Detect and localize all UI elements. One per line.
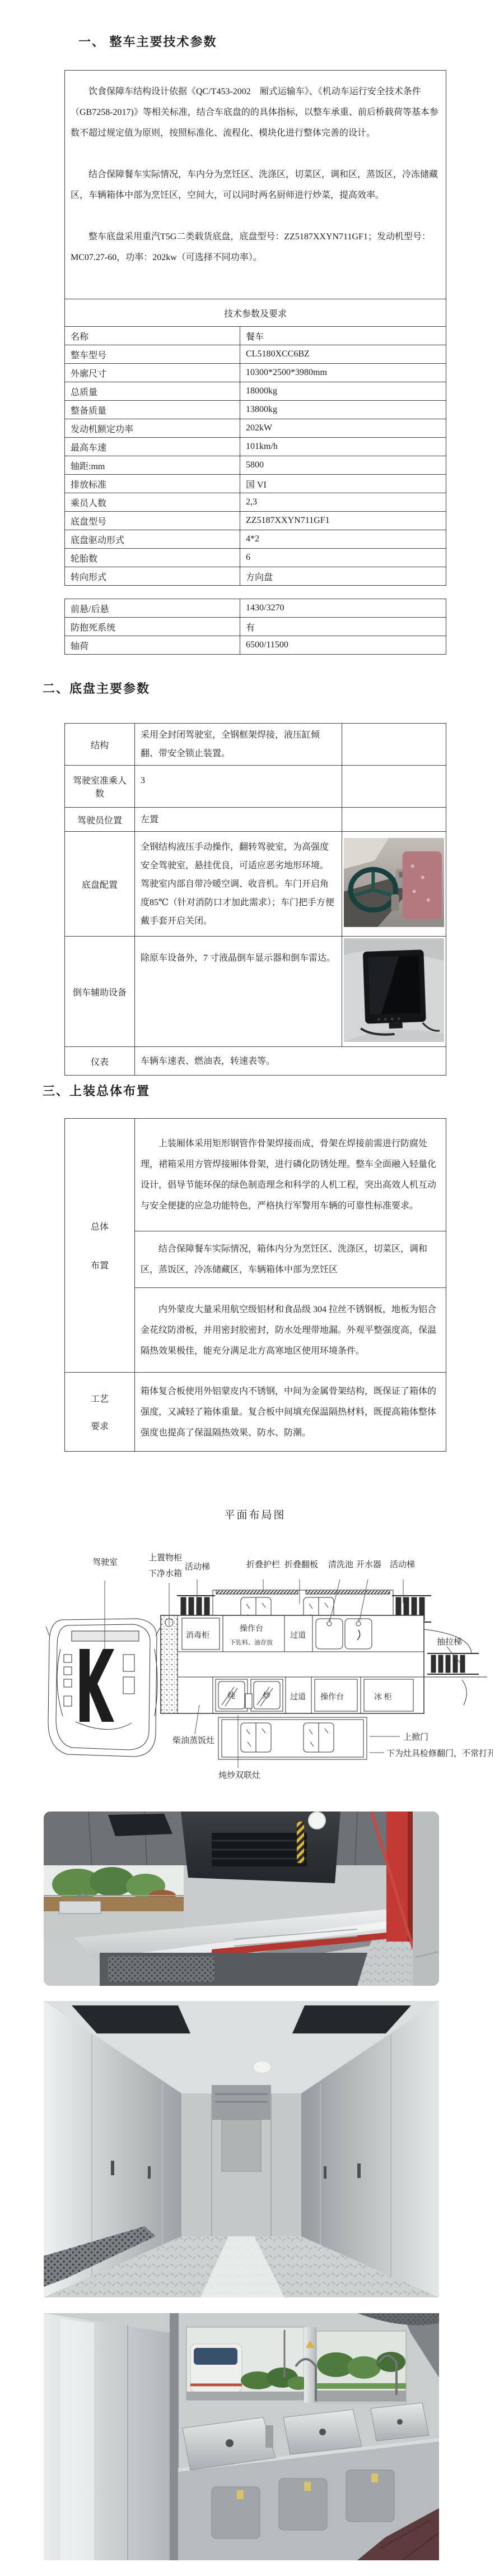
table-row — [65, 419, 446, 438]
param-label: 整备质量 — [65, 401, 240, 419]
label-ladder-left: 活动梯 — [185, 1563, 211, 1572]
label-freezer: 冰 柜 — [374, 1693, 392, 1702]
chassis-row-text: 3 — [135, 766, 342, 808]
table-row — [65, 456, 446, 475]
table-row — [65, 401, 446, 419]
label-stirfry: 炒 — [263, 1692, 270, 1701]
param-value: 2,3 — [240, 493, 446, 512]
overall-paragraph: 结合保障餐车实际情况，箱体内分为烹饪区、洗涤区，切菜区，调和区，蒸饭区，冷冻储藏区，车辆箱体中部为烹饪区 — [141, 1244, 428, 1275]
empty-cell — [342, 724, 446, 766]
craft-text-cell — [135, 1373, 446, 1452]
overall-paragraph: 内外蒙皮大量采用航空级铝材和食品级 304 拉丝不锈钢板，地板为铝合金花纹防滑板，并用密封胶密封，防水处理带地漏。外观平整强度高，保温隔热效果极佳，能充分满足北方高寒地区使用环境条件。 — [141, 1304, 437, 1356]
floorplan-diagram — [45, 1537, 493, 1809]
table-row — [65, 71, 446, 299]
table-row — [65, 512, 446, 530]
table-row — [65, 1047, 446, 1076]
param-label: 转向形式 — [65, 567, 240, 586]
cab-interior-photo — [342, 832, 446, 937]
label-lift-door: 上掀门 — [403, 1733, 429, 1742]
floorplan-svg — [45, 1537, 493, 1809]
table-row — [65, 618, 446, 636]
chassis-row-label: 驾驶员位置 — [65, 808, 135, 832]
section3-heading: 三、上装总体布置 — [43, 1084, 151, 1098]
param-label: 排放标准 — [65, 475, 240, 493]
photo-kitchen-serving-window — [44, 1811, 439, 1986]
table-row — [65, 808, 446, 832]
label-aisle-top: 过道 — [290, 1632, 306, 1640]
table-row — [65, 382, 446, 401]
param-label: 轮胎数 — [65, 549, 240, 567]
chassis-row-text: 全钢结构液压手动操作，翻转驾驶室，为高强度安全驾驶室，悬挂优良，可适应恶劣地形环境。驾驶室内部自带冷暖空调、收音机。车门开启角度85℃（针对消防口才加此需求）；车门把手方便戴手套开启关闭。 — [135, 832, 342, 937]
label-fold-rail: 折叠护栏 — [246, 1560, 281, 1569]
photo-kitchen-serving-window-art — [44, 1811, 439, 1986]
craft-label-line: 要求 — [90, 1422, 109, 1431]
label-wash-sink: 清洗池 — [328, 1560, 354, 1569]
param-label: 发动机额定功率 — [65, 419, 240, 438]
param-label: 乘员人数 — [65, 493, 240, 512]
param-value: 101km/h — [240, 438, 446, 456]
rearview-monitor-photo-art — [344, 938, 444, 1042]
cab-drawing — [46, 1619, 160, 1757]
label-upper-cabinet: 上置物柜 — [148, 1554, 183, 1563]
chassis-row-label: 倒车辅助设备 — [65, 937, 135, 1047]
table-row — [65, 493, 446, 512]
table-row — [65, 549, 446, 567]
chassis-row-text: 车辆车速表、燃油表，转速表等。 — [135, 1047, 446, 1076]
intro-paragraphs-cell — [65, 71, 446, 299]
param-value: 10300*2500*3980mm — [240, 364, 446, 382]
overall-paragraph-cell — [135, 1288, 446, 1373]
label-pullout-ladder: 抽拉梯 — [437, 1638, 463, 1647]
param-value: 5800 — [240, 456, 446, 475]
overall-label-line: 总体 — [90, 1222, 109, 1232]
craft-label-line: 工艺 — [90, 1394, 109, 1404]
label-cab: 驾驶室 — [92, 1558, 118, 1567]
param-value: 13800kg — [240, 401, 446, 419]
table-title: 技术参数及要求 — [65, 299, 446, 327]
chassis-row-label: 仪表 — [65, 1047, 135, 1076]
overall-paragraph-cell — [135, 1231, 446, 1288]
param-value: CL5180XCC6BZ — [240, 345, 446, 364]
section2-heading: 二、底盘主要参数 — [43, 682, 151, 696]
axle-parameters-table — [64, 599, 446, 655]
param-label: 外廓尺寸 — [65, 364, 240, 382]
param-value: 有 — [240, 618, 446, 636]
chassis-row-text: 除原车设备外，7 寸液晶倒车显示器和倒车雷达。 — [135, 937, 342, 1047]
table-row — [65, 766, 446, 808]
param-value: ZZ5187XXYN711GF1 — [240, 512, 446, 530]
table-row — [65, 1119, 446, 1231]
param-value: 6 — [240, 549, 446, 567]
table-row — [65, 567, 446, 586]
layout-table — [64, 1118, 446, 1452]
label-aisle-bottom: 过道 — [290, 1693, 306, 1702]
label-sterilizer: 消毒柜 — [186, 1632, 209, 1640]
craft-requirements-label — [65, 1373, 135, 1452]
intro-paragraph: 结合保障餐车实际情况，车内分为烹饪区、洗涤区，切菜区，调和区，蒸饭区，冷冻储藏区，车辆箱体中部为烹饪区，空间大，可以同时两名厨师进行炒菜，提高效率。 — [71, 169, 438, 200]
label-diesel-rice-steamer: 柴油蒸饭灶 — [172, 1736, 215, 1745]
label-fold-flap: 折叠翻板 — [284, 1560, 319, 1569]
param-value: 202kW — [240, 419, 446, 438]
param-label: 前悬/后悬 — [65, 599, 240, 618]
table-row — [65, 724, 446, 766]
label-worktop-bottom: 操作台 — [320, 1693, 344, 1702]
table-row — [65, 1373, 446, 1452]
overall-paragraph-cell — [135, 1119, 446, 1231]
overall-label-line: 布置 — [90, 1261, 109, 1271]
label-worktop-note: 下佐料、油存放 — [230, 1639, 273, 1646]
param-value: 方向盘 — [240, 567, 446, 586]
label-worktop-top: 操作台 — [240, 1625, 263, 1633]
param-value: 餐车 — [240, 327, 446, 345]
label-stew: 炖 — [227, 1692, 235, 1701]
photo-interior-corridor — [44, 2001, 439, 2297]
rearview-monitor-photo — [342, 937, 446, 1047]
param-value: 4*2 — [240, 530, 446, 549]
table-row — [65, 599, 446, 618]
table-row — [65, 530, 446, 549]
fold-flap-bottom — [218, 1717, 367, 1759]
intro-paragraph: 整车底盘采用重汽T5G二类载货底盘，底盘型号：ZZ5187XXYN711GF1；发动机型号：MC07.27-60，功率：202kw（可选择不同功率）。 — [71, 231, 431, 262]
table-row — [65, 475, 446, 493]
overall-layout-label — [65, 1119, 135, 1373]
overall-paragraph: 上装厢体采用矩形钢管作骨架焊接而成，骨架在焊接前需进行防腐处理，裙箱采用方管焊接厢体骨架，进行磷化防锈处理。整车全面融入轻量化设计，倡导节能环保的绿色制造理念和科学的人机工程，突出高效人机互动与安全便捷的应急功能特色，严格执行军警用车辆的可靠性标准要求。 — [141, 1139, 437, 1211]
photo-steam-cookers — [44, 2313, 439, 2560]
photo-interior-corridor-art — [44, 2001, 439, 2297]
param-label: 轴荷 — [65, 636, 240, 655]
label-ladder-right: 活动梯 — [390, 1560, 416, 1569]
label-lower-water-tank: 下净水箱 — [148, 1569, 183, 1578]
empty-cell — [342, 808, 446, 832]
chassis-row-label: 结构 — [65, 724, 135, 766]
floorplan-title: 平面布局图 — [224, 1509, 286, 1521]
photo-steam-cookers-art — [44, 2313, 439, 2560]
table-header-row — [65, 299, 446, 327]
label-double-stove: 炖炒双联灶 — [218, 1771, 261, 1780]
table-row — [65, 937, 446, 1047]
chassis-row-label: 驾驶室准乘人数 — [65, 766, 135, 808]
table-row — [65, 327, 446, 345]
param-label: 名称 — [65, 327, 240, 345]
craft-text: 箱体复合板使用外铝蒙皮内不锈钢，中间为金属骨架结构，既保证了箱体的强度，又减轻了箱体重量。复合板中间填充保温隔热材料，既提高箱体整体强度也提高了保温隔热效果、防水、防潮。 — [141, 1386, 437, 1438]
chassis-row-text: 左置 — [135, 808, 342, 832]
table-row — [65, 832, 446, 937]
param-label: 防抱死系统 — [65, 618, 240, 636]
table-row — [65, 364, 446, 382]
label-water-boiler: 开水器 — [356, 1560, 382, 1569]
label-service-flap-note: 下为灶具检修翻门，不常打开 — [386, 1749, 493, 1758]
param-label: 最高车速 — [65, 438, 240, 456]
cab-interior-photo-art — [344, 838, 444, 927]
param-value: 6500/11500 — [240, 636, 446, 655]
param-label: 轴距:mm — [65, 456, 240, 475]
chassis-table — [64, 723, 446, 1076]
param-label: 底盘驱动形式 — [65, 530, 240, 549]
table-row — [65, 438, 446, 456]
table-row — [65, 345, 446, 364]
param-label: 底盘型号 — [65, 512, 240, 530]
param-value: 1430/3270 — [240, 599, 446, 618]
intro-paragraph: 饮食保障车结构设计依据《QC/T453-2002 厢式运输车》、《机动车运行安全技术条件（GB7258-2017)》等相关标准，结合车底盘的的具体指标，以整车承重、前后桥载荷等基本参数不超过规定值为原则，按照标准化、流程化、模块化进行整体完善的设计。 — [71, 86, 438, 138]
empty-cell — [342, 766, 446, 808]
param-value: 国 VI — [240, 475, 446, 493]
section1-heading: 一、 整车主要技术参数 — [78, 35, 217, 49]
param-label: 总质量 — [65, 382, 240, 401]
chassis-row-text: 采用全封闭驾驶室，全钢框架焊接，液压缸倾翻、带安全锁止装置。 — [135, 724, 342, 766]
main-parameters-table — [64, 70, 446, 586]
param-label: 整车型号 — [65, 345, 240, 364]
chassis-row-label: 底盘配置 — [65, 832, 135, 937]
param-value: 18000kg — [240, 382, 446, 401]
table-row — [65, 636, 446, 655]
